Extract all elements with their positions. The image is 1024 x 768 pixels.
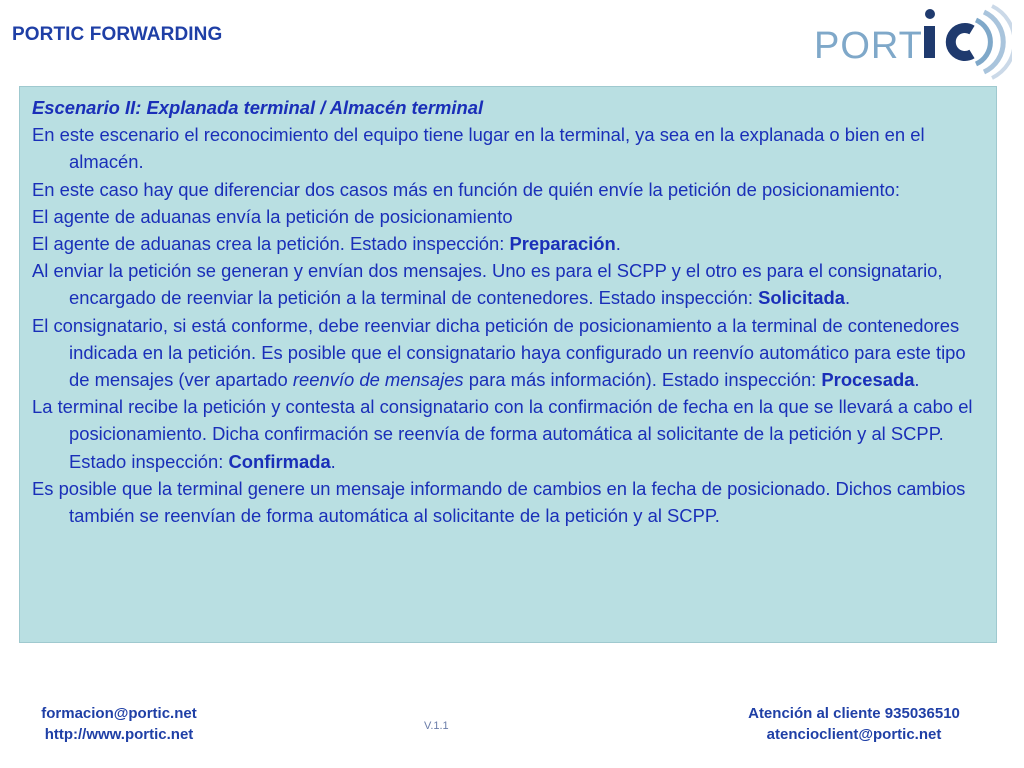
logo-ring-1 <box>976 20 990 64</box>
paragraph-2: En este caso hay que diferenciar dos casos más en función de quién envíe la petición de posicionamiento: <box>32 178 900 200</box>
status-preparacion: Preparación <box>509 233 616 255</box>
paragraph-7-end: . <box>330 450 336 472</box>
paragraph-6-end: . <box>914 369 920 391</box>
footer-website: http://www.portic.net <box>44 726 194 743</box>
footer-contact-right <box>718 703 990 745</box>
paragraph-6-text-2: para más información). Estado inspección: <box>463 369 822 391</box>
logo-text-port: PORT <box>814 25 923 67</box>
version-label: V.1.1 <box>424 720 449 732</box>
paragraph-4-text: El agente de aduanas crea la petición. Estado inspección: <box>32 233 510 255</box>
reenvio-mensajes-reference: reenvío de mensajes <box>292 369 464 391</box>
logo-ring-2 <box>984 12 1003 72</box>
paragraph-4-end: . <box>615 233 621 255</box>
paragraph-4 <box>32 230 986 257</box>
paragraph-1: En este escenario el reconocimiento del equipo tiene lugar en la terminal, ya sea en la explanada o bien en el almacén. <box>32 124 925 173</box>
status-solicitada: Solicitada <box>758 287 845 309</box>
paragraph-5-text: Al enviar la petición se generan y envían dos mensajes. Uno es para el SCPP y el otro es para el consignatario, encargado de reenviar la petición a la terminal de contenedores. Estado inspección: <box>32 260 943 309</box>
logo-i-dot <box>925 9 935 19</box>
paragraph-7 <box>32 393 986 475</box>
paragraph-5-end: . <box>844 287 851 309</box>
scenario-heading: Escenario II: Explanada terminal / Almacén terminal <box>32 97 484 118</box>
logo-c-arc <box>951 28 972 56</box>
footer-support-phone: Atención al cliente 935036510 <box>748 705 960 722</box>
status-procesada: Procesada <box>821 369 915 391</box>
footer-email: formacion@portic.net <box>41 705 197 722</box>
content-panel <box>19 86 997 643</box>
footer-contact-left <box>16 703 222 745</box>
paragraph-6 <box>32 312 986 394</box>
status-confirmada: Confirmada <box>228 450 331 472</box>
footer-support-email: atencioclient@portic.net <box>766 726 942 743</box>
logo-i-stem <box>924 26 935 58</box>
paragraph-6-text: El consignatario, si está conforme, debe reenviar dicha petición de posicionamiento a la terminal de contenedores indicada en la petición. Es posible que el consignatario haya configurado un reenvío automático para este tipo de mensajes (ver apartado <box>32 314 966 391</box>
portic-logo <box>812 2 1012 82</box>
paragraph-3: El agente de aduanas envía la petición de posicionamiento <box>32 205 513 227</box>
paragraph-8: Es posible que la terminal genere un mensaje informando de cambios en la fecha de posicionado. Dichos cambios también se reenvían de forma automática al solicitante de la petición y al SCPP. <box>32 477 966 527</box>
paragraph-5 <box>32 257 986 311</box>
page-title: PORTIC FORWARDING <box>12 24 223 45</box>
paragraph-7-text: La terminal recibe la petición y contesta al consignatario con la confirmación de fecha en la que se llevará a cabo el posicionamiento. Dicha confirmación se reenvía de forma automática al solicitante de la petición y al SCPP. Estado inspección: <box>32 396 973 472</box>
